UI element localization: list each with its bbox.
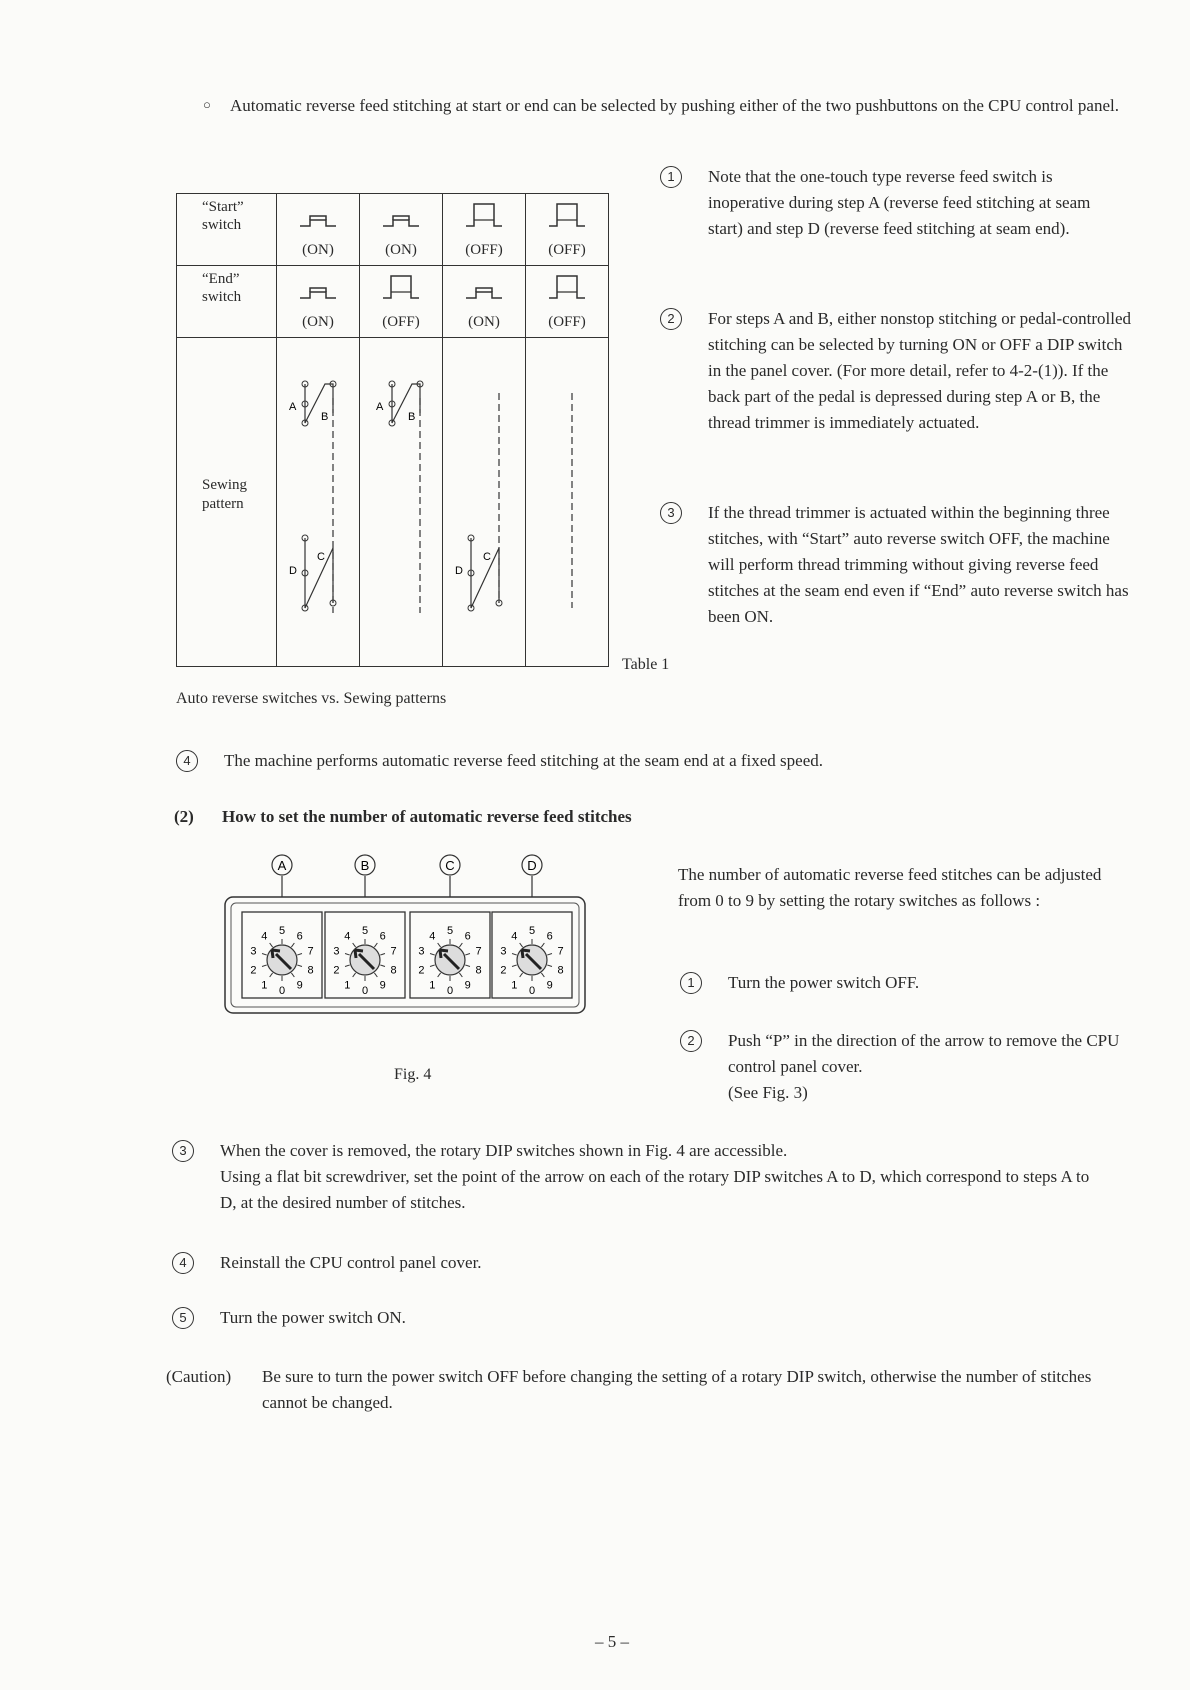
dial-tick <box>541 973 544 977</box>
pattern-4-diagram <box>526 338 608 666</box>
caution-label: (Caution) <box>166 1367 232 1386</box>
step-4-text: Reinstall the CPU control panel cover. <box>220 1253 482 1272</box>
end-cell-4 <box>526 266 609 338</box>
dial-tick <box>459 973 462 977</box>
dial-tick <box>374 943 377 947</box>
caution <box>166 1364 1136 1412</box>
start-state-3: (OFF) <box>465 242 503 258</box>
pushbutton-off-icon <box>443 200 525 235</box>
dial-digit: 4 <box>344 930 351 943</box>
dial-tick <box>291 973 294 977</box>
dial-digit: 6 <box>464 930 471 943</box>
dial-tick <box>380 965 385 967</box>
start-switch-label: “Start” switch <box>177 194 277 266</box>
start-state-4: (OFF) <box>548 242 586 258</box>
dial-digit: 7 <box>475 945 482 958</box>
letter-b: B <box>321 411 329 423</box>
table-number: Table 1 <box>622 656 670 673</box>
dial-digit: 0 <box>278 985 286 997</box>
letter-d: D <box>289 565 297 577</box>
letter-b: B <box>408 411 416 423</box>
fig-4-caption: Fig. 4 <box>394 1066 432 1083</box>
dial-tick <box>541 943 544 947</box>
pattern-1-diagram <box>277 338 359 666</box>
dial-digit: 9 <box>546 979 553 992</box>
end-state-3: (ON) <box>468 314 500 330</box>
dial-digit: 9 <box>464 979 471 992</box>
dial-tick <box>262 954 267 956</box>
start-state-1: (ON) <box>302 242 334 258</box>
dial-digit: 3 <box>333 945 340 958</box>
note-3-text: If the thread trimmer is actuated within the beginning three stitches, with “Start” auto reverse switch OFF, the machine will perform thread trimming without giving reverse feed stitches at the seam end even if “End” auto reverse switch has been ON. <box>708 503 1129 626</box>
sewing-pattern-cell <box>177 338 277 667</box>
step-3-text: When the cover is removed, the rotary DIP switches shown in Fig. 4 are accessible. <box>220 1141 788 1160</box>
step-4-number: 4 <box>172 1252 194 1274</box>
dial-digit: 0 <box>361 985 369 997</box>
step-3-number: 3 <box>172 1140 194 1162</box>
letter-a: A <box>376 401 384 413</box>
dial-digit: 1 <box>511 979 518 992</box>
step-5-number: 5 <box>172 1307 194 1329</box>
start-cell-4 <box>526 194 609 266</box>
dial-digit: 1 <box>344 979 351 992</box>
dial-tick <box>512 954 517 956</box>
dial-digit: 1 <box>429 979 436 992</box>
dial-digit: 9 <box>296 979 303 992</box>
dial-tick <box>438 943 441 947</box>
dial-tick <box>297 954 302 956</box>
end-cell-3 <box>443 266 526 338</box>
fig-label-d: D <box>527 858 537 873</box>
pushbutton-on-icon <box>443 280 525 307</box>
dial-digit: 7 <box>307 945 314 958</box>
dial-tick <box>459 943 462 947</box>
step-2-body <box>728 1028 1128 1106</box>
pattern-4-cell <box>526 338 609 667</box>
dial-tick <box>353 943 356 947</box>
dial-tick <box>520 943 523 947</box>
letter-c: C <box>317 551 325 563</box>
dial-digit: 4 <box>261 930 268 943</box>
end-state-2: (OFF) <box>382 314 420 330</box>
note-2-text: For steps A and B, either nonstop stitching or pedal-controlled stitching can be selected by turning ON or OFF a DIP switch in the panel cover. (For more detail, refer to 4-2-(1)). If the back part of the pedal is depressed during step A or B, the thread trimmer is immediately actuated. <box>708 309 1132 432</box>
dial-tick <box>547 965 552 967</box>
sewing-pattern-label: Sewing pattern <box>202 477 247 512</box>
letter-d: D <box>455 565 463 577</box>
fig-label-c: C <box>445 858 455 873</box>
dial-tick <box>430 954 435 956</box>
dial-tick <box>520 973 523 977</box>
end-cell-2 <box>360 266 443 338</box>
dial-digit: 8 <box>475 964 482 977</box>
pattern-1-cell <box>277 338 360 667</box>
intro-text: Automatic reverse feed stitching at start or end can be selected by pushing either of the two pushbuttons on the CPU control panel. <box>230 96 1119 115</box>
fig-label-a: A <box>277 858 287 873</box>
note-3-number: 3 <box>660 502 682 524</box>
dial-digit: 8 <box>390 964 397 977</box>
dial-tick <box>465 954 470 956</box>
page-number: – 5 – <box>595 1632 629 1651</box>
end-state-4: (OFF) <box>548 314 586 330</box>
intro-bullet: ○ <box>203 97 211 112</box>
rotary-intro-text: The number of automatic reverse feed stitches can be adjusted from 0 to 9 by setting the rotary switches as follows : <box>678 865 1102 910</box>
pushbutton-on-icon <box>277 280 359 307</box>
start-cell-2 <box>360 194 443 266</box>
pattern-3-diagram <box>443 338 525 666</box>
end-switch-label: “End” switch <box>177 266 277 338</box>
step-3-text-2: Using a flat bit screwdriver, set the point of the arrow on each of the rotary DIP switches A to D, which correspond to steps A to D, at the desired number of stitches. <box>220 1167 1090 1212</box>
dial-digit: 7 <box>390 945 397 958</box>
dial-digit: 6 <box>546 930 553 943</box>
note-1-text: Note that the one-touch type reverse feed switch is inoperative during step A (reverse feed stitching at seam start) and step D (reverse feed stitching at seam end). <box>708 167 1091 238</box>
dial-digit: 4 <box>511 930 518 943</box>
pattern-2-diagram <box>360 338 442 666</box>
dial-digit: 7 <box>557 945 564 958</box>
dial-tick <box>512 965 517 967</box>
pushbutton-on-icon <box>360 208 442 235</box>
rotary-switches <box>242 912 572 998</box>
dial-tick <box>430 965 435 967</box>
dial-tick <box>438 973 441 977</box>
dial-digit: 0 <box>446 985 454 997</box>
step-5-text: Turn the power switch ON. <box>220 1308 406 1327</box>
letter-c: C <box>483 551 491 563</box>
note-1-number: 1 <box>660 166 682 188</box>
start-cell-1 <box>277 194 360 266</box>
step-1-text: Turn the power switch OFF. <box>728 973 920 992</box>
section-2-number: (2) <box>174 807 194 826</box>
step-1-number: 1 <box>680 972 702 994</box>
dial-digit: 2 <box>250 964 257 977</box>
pushbutton-on-icon <box>277 208 359 235</box>
dial-digit: 5 <box>446 925 454 937</box>
dial-tick <box>297 965 302 967</box>
pushbutton-off-icon <box>526 272 608 307</box>
end-cell-1 <box>277 266 360 338</box>
dial-digit: 3 <box>250 945 257 958</box>
dial-tick <box>262 965 267 967</box>
pushbutton-off-icon <box>360 272 442 307</box>
end-state-1: (ON) <box>302 314 334 330</box>
dial-digit: 6 <box>379 930 386 943</box>
dial-digit: 6 <box>296 930 303 943</box>
letter-a: A <box>289 401 297 413</box>
dial-tick <box>353 973 356 977</box>
dial-digit: 8 <box>557 964 564 977</box>
dial-digit: 5 <box>278 925 286 937</box>
dial-tick <box>291 943 294 947</box>
dial-digit: 3 <box>500 945 507 958</box>
step-3-body <box>220 1138 1100 1216</box>
dial-digit: 9 <box>379 979 386 992</box>
fig-label-b: B <box>360 858 370 873</box>
dial-digit: 2 <box>333 964 340 977</box>
dial-tick <box>380 954 385 956</box>
section-2-title: How to set the number of automatic reverse feed stitches <box>222 807 632 826</box>
step-2-text: Push “P” in the direction of the arrow to remove the CPU control panel cover. <box>728 1031 1120 1076</box>
start-state-2: (ON) <box>385 242 417 258</box>
pattern-3-cell <box>443 338 526 667</box>
pushbutton-off-icon <box>526 200 608 235</box>
caution-text: Be sure to turn the power switch OFF before changing the setting of a rotary DIP switch, otherwise the number of stitches cannot be changed. <box>262 1367 1092 1412</box>
step-2-text-2: (See Fig. 3) <box>728 1083 808 1102</box>
dial-digit: 4 <box>429 930 436 943</box>
fig-4-diagram <box>210 850 600 1025</box>
note-4-number: 4 <box>176 750 198 772</box>
note-4-text: The machine performs automatic reverse feed stitching at the seam end at a fixed speed. <box>224 751 824 770</box>
dial-digit: 3 <box>418 945 425 958</box>
step-2-number: 2 <box>680 1030 702 1052</box>
dial-tick <box>465 965 470 967</box>
dial-tick <box>345 954 350 956</box>
dial-digit: 2 <box>500 964 507 977</box>
table-auto-reverse <box>176 193 609 667</box>
dial-digit: 5 <box>361 925 369 937</box>
dial-tick <box>345 965 350 967</box>
dial-digit: 2 <box>418 964 425 977</box>
dial-digit: 8 <box>307 964 314 977</box>
table-caption: Auto reverse switches vs. Sewing patterns <box>176 690 447 707</box>
dial-tick <box>270 943 273 947</box>
start-cell-3 <box>443 194 526 266</box>
dial-tick <box>374 973 377 977</box>
section-2-heading <box>174 804 1074 830</box>
dial-tick <box>547 954 552 956</box>
dial-digit: 5 <box>528 925 536 937</box>
dial-tick <box>270 973 273 977</box>
pattern-2-cell <box>360 338 443 667</box>
dial-digit: 1 <box>261 979 268 992</box>
dial-digit: 0 <box>528 985 536 997</box>
note-2-number: 2 <box>660 308 682 330</box>
